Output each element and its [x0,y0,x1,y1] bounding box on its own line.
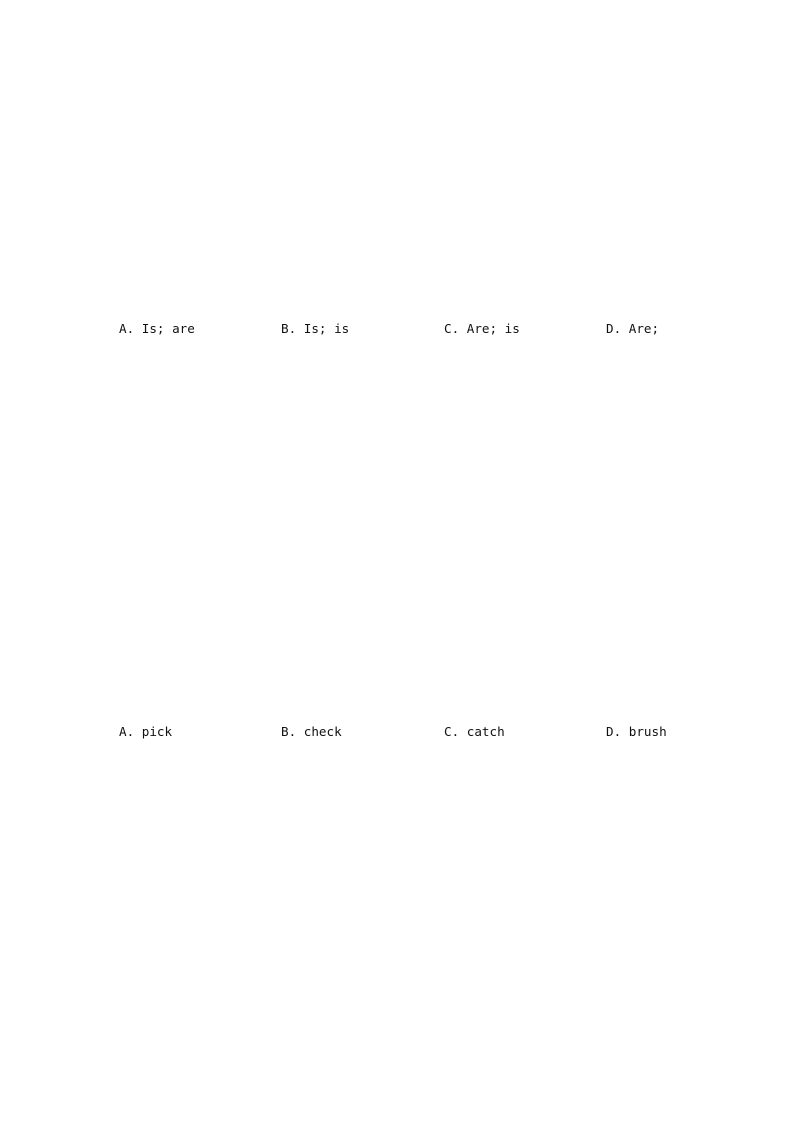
q6-fenxi [119,468,679,499]
q6-jiexi [119,437,679,468]
q7-detail-line-2 [119,902,679,933]
q6-answer-title [119,375,679,406]
q6-option-b: B. Is; is [281,321,350,336]
q7-option-b: B. check [281,724,342,739]
q6-line-2 [119,282,679,313]
q7-option-c: C. catch [444,724,505,739]
q7-stem-wrap [119,654,679,685]
q5-detail-line-1 [119,127,679,158]
q6-options-wrap [119,344,679,375]
q6-stem [119,251,679,282]
q6-dianjing [119,592,679,623]
q7-options [119,716,679,747]
q6-option-c: C. Are; is [444,321,520,336]
q6-answer [119,406,679,437]
q6-detail-line-1 [119,499,679,530]
q6-option-a: A. Is; are [119,321,195,336]
q5-detail-line-3 [119,189,679,220]
q7-stem [119,623,679,654]
q7-answer [119,778,679,809]
q6-detail-line-3 [119,561,679,592]
q7-detail-line-1 [119,871,679,902]
q5-detail-line-2 [119,158,679,189]
q7-line-2 [119,685,679,716]
q7-jiexi [119,809,679,840]
q6-options [119,313,679,344]
q8-stem [119,995,679,1026]
q7-detail-line-3 [119,933,679,964]
q7-option-d: D. brush [606,724,667,739]
q7-option-a: A. pick [119,724,173,739]
q8-line-2 [119,1026,679,1057]
q5-dianjing [119,220,679,251]
q6-detail-line-2 [119,530,679,561]
q7-fenxi [119,840,679,871]
q7-dianjing [119,964,679,995]
q6-option-d: D. Are; [606,321,660,336]
q7-answer-title [119,747,679,778]
